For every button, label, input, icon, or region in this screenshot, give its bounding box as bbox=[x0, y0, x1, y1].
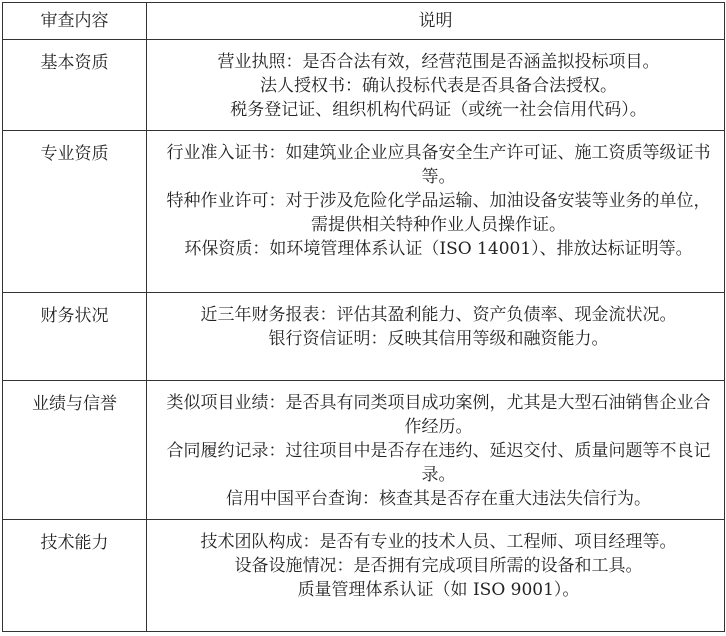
table-row bbox=[3, 381, 725, 520]
row-description bbox=[147, 40, 725, 131]
row-description bbox=[147, 293, 725, 381]
description-line: 特种作业许可：对于涉及危险化学品运输、加油设备安装等业务的单位，需提供相关特种作业人员操作证。 bbox=[166, 191, 711, 235]
header-review-content: 审查内容 bbox=[3, 3, 147, 40]
table-row bbox=[3, 131, 725, 293]
description-line: 设备设施情况：是否拥有完成项目所需的设备和工具。 bbox=[234, 556, 643, 576]
description-line: 质量管理体系认证（如 ISO 9001）。 bbox=[297, 580, 580, 600]
header-description: 说明 bbox=[147, 3, 725, 40]
row-description bbox=[147, 381, 725, 520]
row-category: 基本资质 bbox=[3, 40, 147, 131]
table-row bbox=[3, 520, 725, 632]
row-category: 业绩与信誉 bbox=[3, 381, 147, 520]
description-line: 近三年财务报表：评估其盈利能力、资产负债率、现金流状况。 bbox=[200, 305, 677, 325]
row-description bbox=[147, 520, 725, 632]
row-category: 技术能力 bbox=[3, 520, 147, 632]
header-row bbox=[3, 3, 725, 40]
description-line: 法人授权书：确认投标代表是否具备合法授权。 bbox=[260, 76, 617, 96]
table-row bbox=[3, 40, 725, 131]
description-line: 类似项目业绩：是否具有同类项目成功案例，尤其是大型石油销售企业合作经历。 bbox=[166, 393, 711, 437]
description-line: 银行资信证明：反映其信用等级和融资能力。 bbox=[268, 329, 609, 349]
description-line: 技术团队构成：是否有专业的技术人员、工程师、项目经理等。 bbox=[200, 532, 677, 552]
description-line: 环保资质：如环境管理体系认证（ISO 14001）、排放达标证明等。 bbox=[184, 239, 693, 259]
table-row bbox=[3, 293, 725, 381]
row-category: 财务状况 bbox=[3, 293, 147, 381]
row-category: 专业资质 bbox=[3, 131, 147, 293]
description-line: 合同履约记录：过往项目中是否存在违约、延迟交付、质量问题等不良记录。 bbox=[166, 441, 711, 485]
description-line: 营业执照：是否合法有效，经营范围是否涵盖拟投标项目。 bbox=[217, 52, 660, 72]
row-description bbox=[147, 131, 725, 293]
description-line: 信用中国平台查询：核查其是否存在重大违法失信行为。 bbox=[226, 489, 651, 509]
description-line: 行业准入证书：如建筑业企业应具备安全生产许可证、施工资质等级证书等。 bbox=[166, 143, 711, 187]
description-line: 税务登记证、组织机构代码证（或统一社会信用代码）。 bbox=[230, 100, 647, 120]
review-table bbox=[2, 2, 725, 632]
